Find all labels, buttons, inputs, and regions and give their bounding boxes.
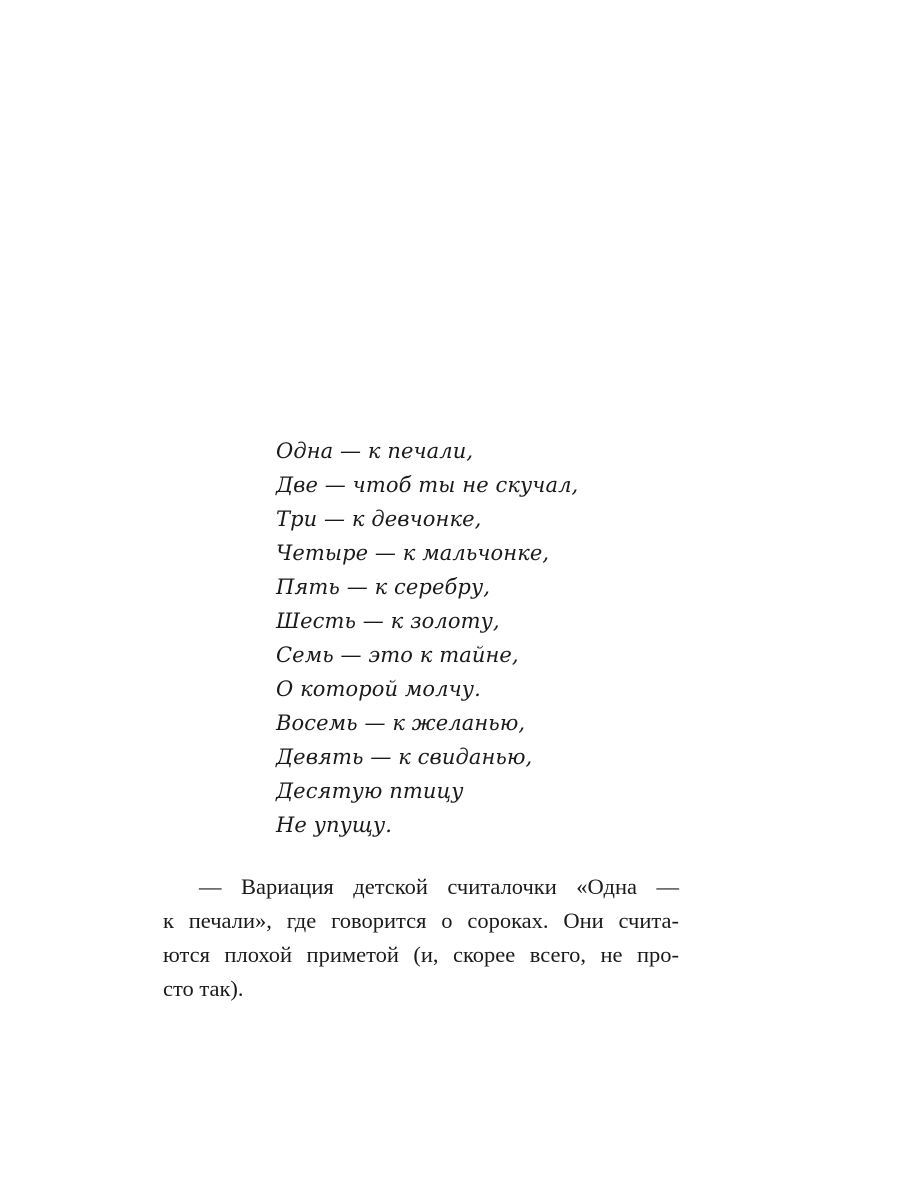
- poem: [276, 434, 578, 842]
- footnote-line: ются плохой приметой (и, скорее всего, не про-: [163, 942, 679, 967]
- poem-line: Четыре — к мальчонке,: [276, 541, 550, 565]
- poem-line: Одна — к печали,: [276, 439, 474, 463]
- poem-line: Десятую птицу: [276, 779, 464, 803]
- poem-line: Пять — к серебру,: [276, 575, 491, 599]
- poem-line: Шесть — к золоту,: [276, 609, 500, 633]
- poem-line: Три — к девчонке,: [276, 507, 482, 531]
- footnote-line: сто так).: [163, 976, 244, 1001]
- footnote-paragraph: [163, 870, 679, 1006]
- poem-line: Семь — это к тайне,: [276, 643, 519, 667]
- footnote-line: — Вариация детской считалочки «Одна —: [199, 874, 679, 899]
- footnote-line: к печали», где говорится о сороках. Они счита-: [163, 908, 679, 933]
- poem-line: Восемь — к желанью,: [276, 711, 526, 735]
- poem-line: Девять — к свиданью,: [276, 745, 533, 769]
- poem-line: О которой молчу.: [276, 677, 481, 701]
- poem-line: Две — чтоб ты не скучал,: [276, 473, 579, 497]
- poem-line: Не упущу.: [276, 813, 393, 837]
